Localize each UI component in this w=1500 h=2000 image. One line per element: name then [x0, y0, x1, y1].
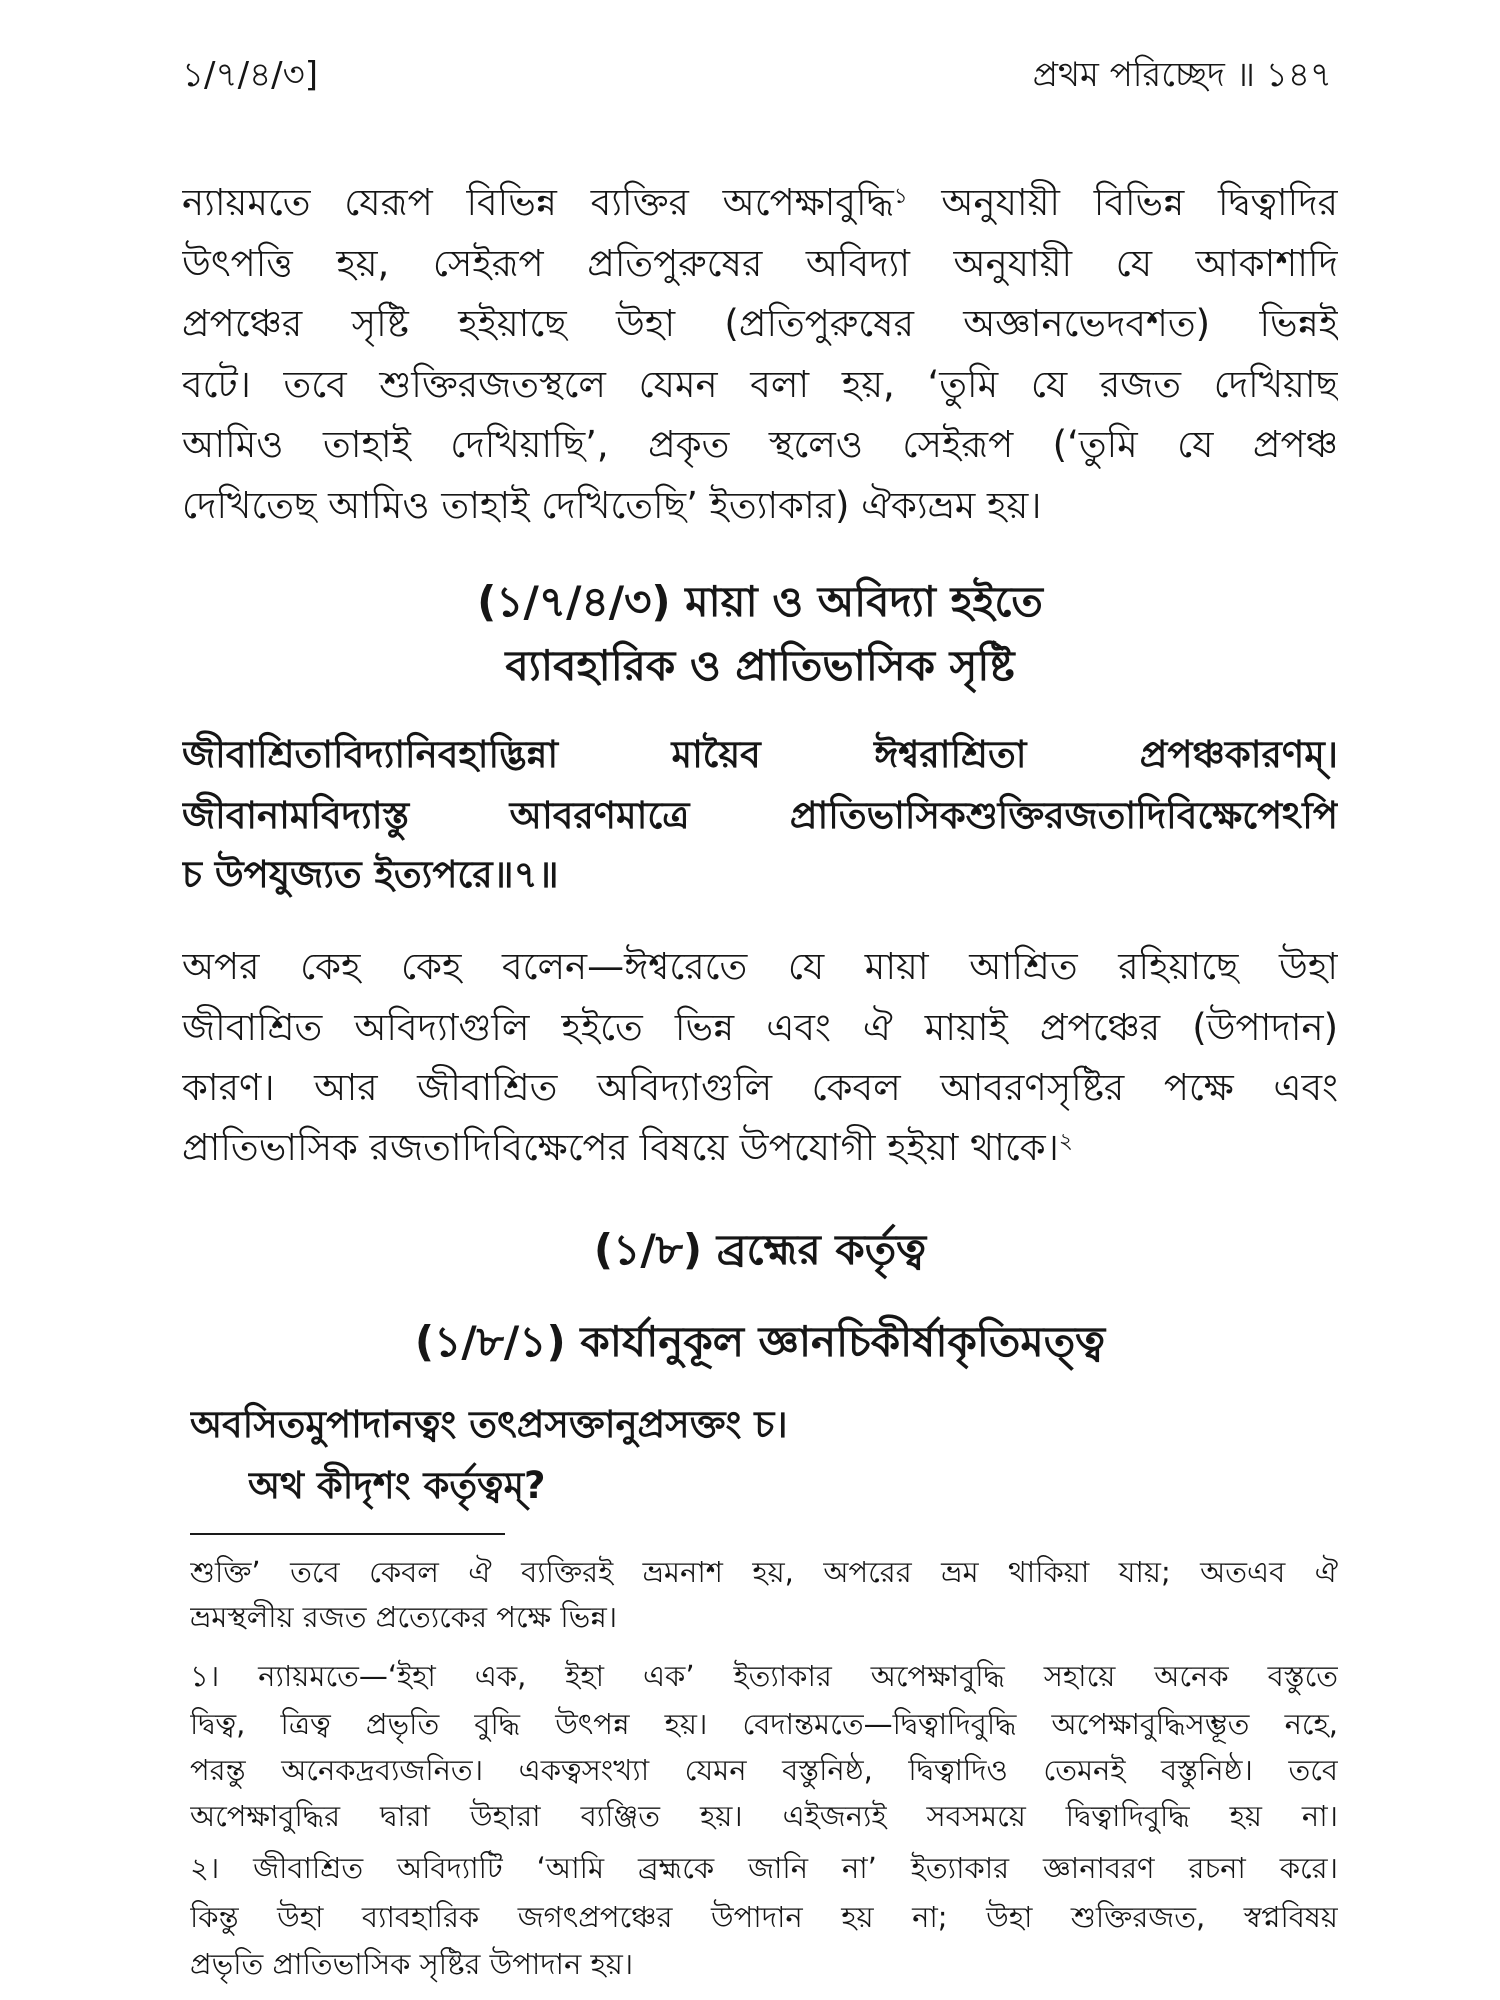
footnote-ref-1: ১: [893, 184, 908, 210]
sutra-7-line: চ উপযুজ্যত ইত্যপরে॥৭॥: [182, 853, 559, 896]
footnote-divider: [190, 1533, 505, 1535]
text-run: ন্যায়মতে যেরূপ বিভিন্ন ব্যক্তির অপেক্ষাবুদ্ধি: [182, 181, 894, 224]
paragraph-1-line: [182, 173, 1338, 233]
sutra-7-line: জীবাশ্রিতাবিদ্যানিবহাদ্ভিন্না মায়ৈব ঈশ্বরাশ্রিতা প্রপঞ্চকারণম্।: [182, 733, 1338, 776]
footnote-1-line: ১। ন্যায়মতে—‘ইহা এক, ইহা এক’ ইত্যাকার অপেক্ষাবুদ্ধি সহায়ে অনেক বস্তুতে: [190, 1659, 1338, 1693]
footnote-continued-line: শুক্তি’ তবে কেবল ঐ ব্যক্তিরই ভ্রমনাশ হয়, অপরের ভ্রম থাকিয়া যায়; অতএব ঐ: [190, 1555, 1338, 1589]
text-run: প্রাতিভাসিক রজতাদিবিক্ষেপের বিষয়ে উপযোগী হইয়া থাকে।: [182, 1126, 1059, 1169]
footnote-ref-2: ২: [1058, 1129, 1073, 1155]
footnote-1-line: অপেক্ষাবুদ্ধির দ্বারা উহারা ব্যঞ্জিত হয়। এইজন্যই সবসময়ে দ্বিত্বাদিবুদ্ধি হয় না।: [190, 1799, 1338, 1833]
footnote-2-line: প্রভৃতি প্রাতিভাসিক সৃষ্টির উপাদান হয়।: [190, 1947, 634, 1981]
running-head-section-number: ১/৭/৪/৩]: [182, 55, 318, 95]
paragraph-2-line: জীবাশ্রিত অবিদ্যাগুলি হইতে ভিন্ন এবং ঐ মায়াই প্রপঞ্চের (উপাদান): [182, 1006, 1338, 1049]
footnote-2-line: ২। জীবাশ্রিত অবিদ্যাটি ‘আমি ব্রহ্মকে জানি না’ ইত্যাকার জ্ঞানাবরণ রচনা করে।: [190, 1851, 1338, 1885]
paragraph-1-line: দেখিতেছ আমিও তাহাই দেখিতেছি’ ইত্যাকার) ঐক্যভ্রম হয়।: [182, 484, 1042, 527]
paragraph-2-line: [182, 1118, 1338, 1178]
sutra-8-line: অবসিতমুপাদানত্বং তৎপ্রসক্তানুপ্রসক্তং চ।: [190, 1403, 788, 1446]
section-heading-1-8: (১/৮) ব্রহ্মের কর্তৃত্ব: [593, 1225, 927, 1274]
text-run: অনুযায়ী বিভিন্ন দ্বিত্বাদির: [907, 181, 1338, 224]
footnote-1-line: দ্বিত্ব, ত্রিত্ব প্রভৃতি বুদ্ধি উৎপন্ন হয়। বেদান্তমতে—দ্বিত্বাদিবুদ্ধি অপেক্ষাবুদ্ধিসম্ভূত নহে,: [190, 1707, 1338, 1741]
footnote-continued-line: ভ্রমস্থলীয় রজত প্রত্যেকের পক্ষে ভিন্ন।: [190, 1600, 618, 1634]
sutra-8-question: অথ কীদৃশং কর্তৃত্বম্?: [248, 1464, 546, 1507]
section-heading-1-8-1: (১/৮/১) কার্যানুকূল জ্ঞানচিকীর্ষাকৃতিমত্ত্ব: [414, 1317, 1106, 1366]
section-heading-1-7-4-3-subtitle: ব্যাবহারিক ও প্রাতিভাসিক সৃষ্টি: [505, 641, 1015, 690]
section-heading-1-7-4-3: (১/৭/৪/৩) মায়া ও অবিদ্যা হইতে: [477, 577, 1043, 626]
running-head-chapter-page: প্রথম পরিচ্ছেদ ॥ ১৪৭: [1032, 55, 1332, 95]
paragraph-1-line: উৎপত্তি হয়, সেইরূপ প্রতিপুরুষের অবিদ্যা অনুযায়ী যে আকাশাদি: [182, 242, 1338, 285]
footnote-1-line: পরন্তু অনেকদ্রব্যজনিত। একত্বসংখ্যা যেমন বস্তুনিষ্ঠ, দ্বিত্বাদিও তেমনই বস্তুনিষ্ঠ। তবে: [190, 1753, 1338, 1787]
paragraph-1-line: বটে। তবে শুক্তিরজতস্থলে যেমন বলা হয়, ‘তুমি যে রজত দেখিয়াছ: [182, 363, 1338, 406]
sutra-7-line: জীবানামবিদ্যাস্তু আবরণমাত্রে প্রাতিভাসিকশুক্তিরজতাদিবিক্ষেপেঽপি: [182, 794, 1338, 837]
paragraph-2-line: অপর কেহ কেহ বলেন—ঈশ্বরেতে যে মায়া আশ্রিত রহিয়াছে উহা: [182, 945, 1338, 988]
paragraph-1-line: প্রপঞ্চের সৃষ্টি হইয়াছে উহা (প্রতিপুরুষের অজ্ঞানভেদবশত) ভিন্নই: [182, 302, 1338, 345]
footnote-2-line: কিন্তু উহা ব্যাবহারিক জগৎপ্রপঞ্চের উপাদান হয় না; উহা শুক্তিরজত, স্বপ্নবিষয়: [190, 1900, 1338, 1934]
paragraph-1-line: আমিও তাহাই দেখিয়াছি’, প্রকৃত স্থলেও সেইরূপ (‘তুমি যে প্রপঞ্চ: [182, 423, 1338, 466]
paragraph-2-line: কারণ। আর জীবাশ্রিত অবিদ্যাগুলি কেবল আবরণসৃষ্টির পক্ষে এবং: [182, 1066, 1338, 1109]
